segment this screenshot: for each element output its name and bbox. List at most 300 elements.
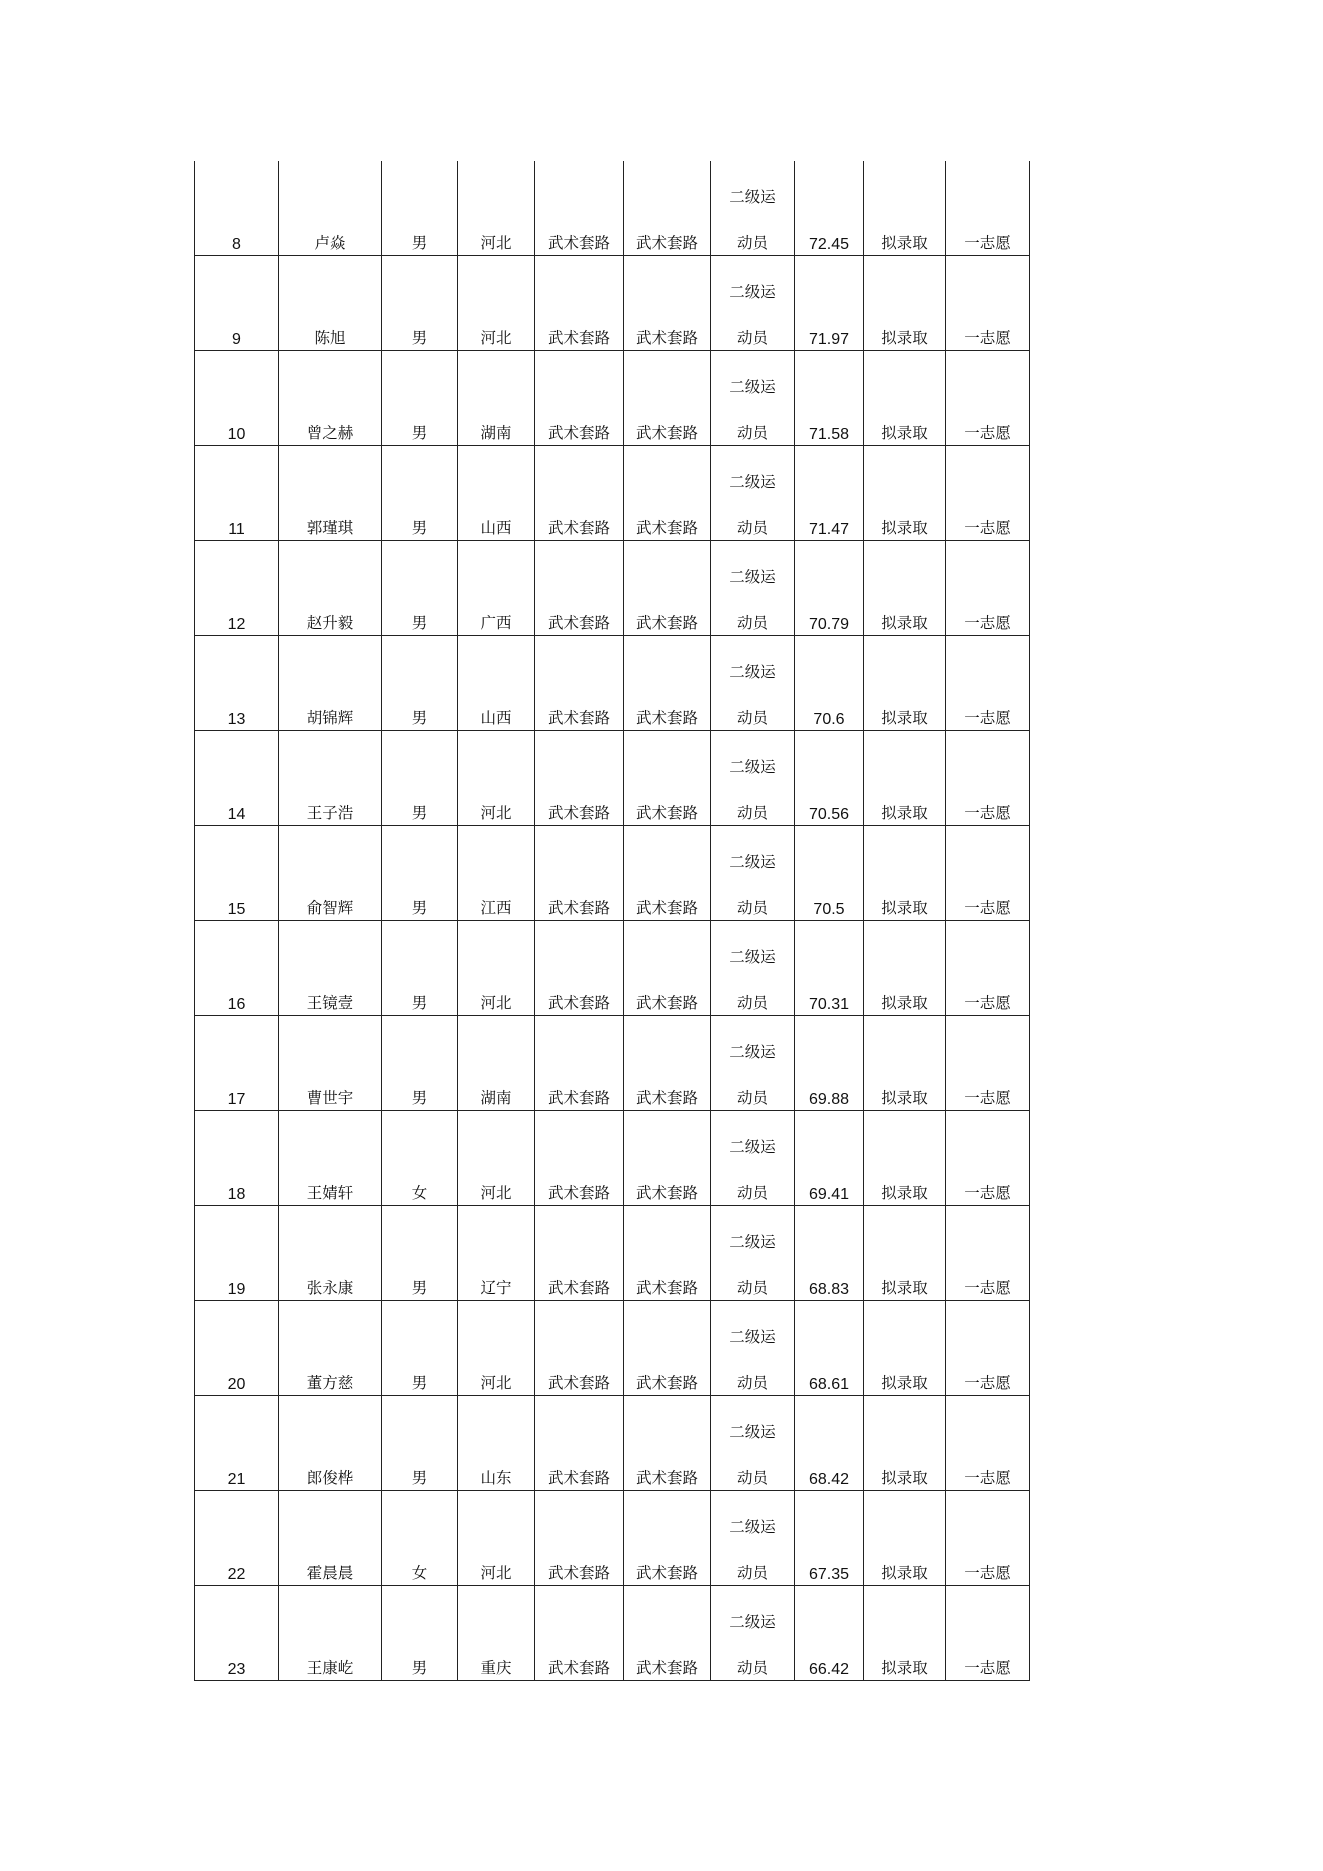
province-cell [458,1586,535,1681]
province-cell [458,351,535,446]
name-cell [279,351,382,446]
admission-status: 拟录取 [881,1659,928,1677]
status-cell [864,256,946,351]
sport-item: 武术套路 [635,1469,698,1487]
preference: 一志愿 [964,614,1011,632]
preference: 一志愿 [964,1279,1011,1297]
sport-event: 武术套路 [547,519,610,537]
candidate-name: 董方慈 [306,1374,354,1392]
athlete-level-line2: 动员 [736,804,768,822]
score: 68.42 [808,1471,850,1488]
row-number: 9 [232,331,241,348]
province: 广西 [480,614,512,632]
item-cell [624,161,711,256]
gender: 女 [411,1184,428,1202]
candidate-name: 霍晨晨 [306,1564,354,1582]
province-cell [458,541,535,636]
province: 湖南 [480,424,512,442]
event-cell [535,1016,624,1111]
athlete-level-cell [711,1586,795,1681]
admission-status: 拟录取 [881,424,928,442]
score: 71.47 [808,521,850,538]
status-cell [864,636,946,731]
event-cell [535,826,624,921]
sport-item: 武术套路 [635,614,698,632]
row-number: 23 [227,1661,246,1678]
row-number: 11 [228,521,245,538]
province-cell [458,636,535,731]
row-number-cell [195,256,279,351]
status-cell [864,731,946,826]
province: 重庆 [480,1659,512,1677]
score-cell [795,256,864,351]
item-cell [624,1111,711,1206]
province-cell [458,826,535,921]
gender: 男 [411,424,428,442]
row-number-cell [195,921,279,1016]
score-cell [795,921,864,1016]
athlete-level-line1: 二级运 [729,1043,776,1061]
sport-item: 武术套路 [635,899,698,917]
event-cell [535,921,624,1016]
province-cell [458,1206,535,1301]
preference-cell [946,1016,1030,1111]
candidate-name: 郎俊桦 [306,1469,354,1487]
athlete-level-cell [711,256,795,351]
gender: 男 [411,899,428,917]
athlete-level-line1: 二级运 [729,188,776,206]
table-row [195,351,1030,446]
athlete-level-line1: 二级运 [729,1423,776,1441]
sport-item: 武术套路 [635,519,698,537]
province: 河北 [480,1374,512,1392]
event-cell [535,1586,624,1681]
row-number: 20 [227,1376,246,1393]
score: 71.58 [808,426,850,443]
preference: 一志愿 [964,1089,1011,1107]
status-cell [864,1206,946,1301]
status-cell [864,161,946,256]
province: 河北 [480,1184,512,1202]
row-number: 21 [227,1471,246,1488]
gender: 男 [411,1374,428,1392]
preference: 一志愿 [964,1184,1011,1202]
admission-status: 拟录取 [881,899,928,917]
name-cell [279,256,382,351]
athlete-level-line2: 动员 [736,1374,768,1392]
name-cell [279,1491,382,1586]
score-cell [795,446,864,541]
table-row [195,1301,1030,1396]
sport-item: 武术套路 [635,1279,698,1297]
row-number-cell [195,826,279,921]
item-cell [624,541,711,636]
table-row [195,446,1030,541]
province-cell [458,921,535,1016]
preference: 一志愿 [964,234,1011,252]
row-number: 15 [227,901,246,918]
status-cell [864,1396,946,1491]
name-cell [279,1111,382,1206]
preference-cell [946,1206,1030,1301]
admission-status: 拟录取 [881,804,928,822]
preference: 一志愿 [964,424,1011,442]
row-number-cell [195,1491,279,1586]
athlete-level-line1: 二级运 [729,473,776,491]
score: 70.79 [808,616,850,633]
sport-item: 武术套路 [635,1659,698,1677]
athlete-level-line2: 动员 [736,1089,768,1107]
table-row [195,1206,1030,1301]
athlete-level-cell [711,1491,795,1586]
sport-item: 武术套路 [635,804,698,822]
preference: 一志愿 [964,519,1011,537]
preference: 一志愿 [964,994,1011,1012]
athlete-level-cell [711,921,795,1016]
gender: 女 [411,1564,428,1582]
preference: 一志愿 [964,804,1011,822]
province-cell [458,1301,535,1396]
preference-cell [946,921,1030,1016]
sport-event: 武术套路 [547,1089,610,1107]
item-cell [624,1586,711,1681]
admission-status: 拟录取 [881,994,928,1012]
name-cell [279,731,382,826]
gender: 男 [411,614,428,632]
admission-status: 拟录取 [881,1089,928,1107]
athlete-level-line1: 二级运 [729,378,776,396]
admission-status: 拟录取 [881,1374,928,1392]
athlete-level-line2: 动员 [736,614,768,632]
item-cell [624,921,711,1016]
gender: 男 [411,804,428,822]
item-cell [624,826,711,921]
province-cell [458,731,535,826]
status-cell [864,1586,946,1681]
name-cell [279,446,382,541]
event-cell [535,161,624,256]
candidate-name: 郭瑾琪 [306,519,354,537]
athlete-level-line1: 二级运 [729,758,776,776]
gender: 男 [411,1659,428,1677]
score: 72.45 [808,236,850,253]
athlete-level-cell [711,1396,795,1491]
status-cell [864,1016,946,1111]
candidate-name: 王子浩 [306,804,354,822]
event-cell [535,256,624,351]
preference-cell [946,446,1030,541]
athlete-level-line2: 动员 [736,1659,768,1677]
table-row [195,1016,1030,1111]
gender-cell [382,161,458,256]
name-cell [279,1016,382,1111]
gender: 男 [411,1469,428,1487]
gender-cell [382,1491,458,1586]
candidate-name: 俞智辉 [306,899,354,917]
sport-item: 武术套路 [635,1374,698,1392]
athlete-level-line2: 动员 [736,329,768,347]
preference: 一志愿 [964,899,1011,917]
score: 70.6 [813,711,845,728]
athlete-level-cell [711,826,795,921]
row-number-cell [195,1586,279,1681]
athlete-level-cell [711,351,795,446]
event-cell [535,1111,624,1206]
table-row [195,636,1030,731]
row-number: 8 [232,236,241,253]
name-cell [279,826,382,921]
admission-status: 拟录取 [881,1279,928,1297]
candidate-name: 张永康 [306,1279,354,1297]
gender: 男 [411,519,428,537]
score: 70.31 [808,996,850,1013]
preference: 一志愿 [964,1469,1011,1487]
preference: 一志愿 [964,1659,1011,1677]
gender-cell [382,1016,458,1111]
event-cell [535,1491,624,1586]
status-cell [864,541,946,636]
row-number-cell [195,1016,279,1111]
candidate-name: 曹世宇 [306,1089,354,1107]
event-cell [535,731,624,826]
preference: 一志愿 [964,709,1011,727]
athlete-level-cell [711,1111,795,1206]
score: 70.5 [813,901,845,918]
gender-cell [382,921,458,1016]
preference: 一志愿 [964,329,1011,347]
sport-event: 武术套路 [547,424,610,442]
score: 69.88 [808,1091,850,1108]
admission-status: 拟录取 [881,614,928,632]
athlete-level-line2: 动员 [736,709,768,727]
table-row [195,1491,1030,1586]
score: 68.83 [808,1281,850,1298]
score-cell [795,1206,864,1301]
province: 河北 [480,804,512,822]
athlete-level-line2: 动员 [736,424,768,442]
table-row [195,1396,1030,1491]
gender-cell [382,1206,458,1301]
gender-cell [382,1396,458,1491]
status-cell [864,1491,946,1586]
athlete-level-line1: 二级运 [729,948,776,966]
name-cell [279,1396,382,1491]
sport-event: 武术套路 [547,1374,610,1392]
sport-item: 武术套路 [635,1089,698,1107]
table-row [195,256,1030,351]
row-number: 14 [227,806,246,823]
event-cell [535,541,624,636]
sport-event: 武术套路 [547,804,610,822]
status-cell [864,826,946,921]
athlete-level-line1: 二级运 [729,283,776,301]
item-cell [624,1016,711,1111]
province-cell [458,1396,535,1491]
sport-item: 武术套路 [635,329,698,347]
score: 71.97 [808,331,850,348]
preference-cell [946,731,1030,826]
score-cell [795,161,864,256]
sport-event: 武术套路 [547,709,610,727]
gender-cell [382,636,458,731]
gender-cell [382,351,458,446]
row-number-cell [195,446,279,541]
province: 辽宁 [480,1279,512,1297]
sport-item: 武术套路 [635,1184,698,1202]
athlete-level-line2: 动员 [736,234,768,252]
athlete-level-line2: 动员 [736,994,768,1012]
gender: 男 [411,994,428,1012]
row-number: 19 [227,1281,246,1298]
status-cell [864,1301,946,1396]
table-row [195,541,1030,636]
gender-cell [382,731,458,826]
item-cell [624,446,711,541]
athlete-level-line1: 二级运 [729,1518,776,1536]
athlete-level-line2: 动员 [736,899,768,917]
status-cell [864,1111,946,1206]
province: 山西 [480,519,512,537]
athlete-level-cell [711,1301,795,1396]
admission-status: 拟录取 [881,709,928,727]
row-number: 16 [227,996,246,1013]
gender: 男 [411,709,428,727]
province: 河北 [480,1564,512,1582]
score-cell [795,1016,864,1111]
athlete-level-cell [711,636,795,731]
row-number: 10 [227,426,246,443]
gender-cell [382,1301,458,1396]
score: 68.61 [808,1376,850,1393]
sport-event: 武术套路 [547,1469,610,1487]
preference-cell [946,1396,1030,1491]
row-number-cell [195,541,279,636]
candidate-name: 卢焱 [314,234,346,252]
row-number: 22 [227,1566,246,1583]
status-cell [864,351,946,446]
score-cell [795,826,864,921]
item-cell [624,1206,711,1301]
item-cell [624,1491,711,1586]
candidate-name: 赵升毅 [306,614,354,632]
gender-cell [382,826,458,921]
table-row [195,826,1030,921]
event-cell [535,1396,624,1491]
gender-cell [382,256,458,351]
province: 山西 [480,709,512,727]
sport-event: 武术套路 [547,899,610,917]
admission-status: 拟录取 [881,1469,928,1487]
admission-status: 拟录取 [881,1564,928,1582]
row-number: 18 [227,1186,246,1203]
score-cell [795,1301,864,1396]
admission-table-page [194,161,1029,1681]
athlete-level-line2: 动员 [736,519,768,537]
athlete-level-line2: 动员 [736,1279,768,1297]
candidate-name: 曾之赫 [306,424,354,442]
preference-cell [946,1586,1030,1681]
athlete-level-line1: 二级运 [729,853,776,871]
score: 70.56 [808,806,850,823]
table-body [195,161,1030,1681]
province: 河北 [480,234,512,252]
province: 河北 [480,994,512,1012]
athlete-level-line2: 动员 [736,1184,768,1202]
gender: 男 [411,329,428,347]
sport-event: 武术套路 [547,994,610,1012]
row-number-cell [195,1301,279,1396]
score: 67.35 [808,1566,850,1583]
row-number-cell [195,351,279,446]
event-cell [535,351,624,446]
preference: 一志愿 [964,1564,1011,1582]
name-cell [279,1586,382,1681]
item-cell [624,1396,711,1491]
preference-cell [946,351,1030,446]
score-cell [795,1586,864,1681]
row-number-cell [195,1111,279,1206]
athlete-level-cell [711,161,795,256]
admission-table [194,161,1030,1681]
sport-event: 武术套路 [547,1564,610,1582]
name-cell [279,1206,382,1301]
athlete-level-cell [711,446,795,541]
sport-item: 武术套路 [635,234,698,252]
row-number-cell [195,1206,279,1301]
event-cell [535,446,624,541]
gender-cell [382,446,458,541]
gender: 男 [411,234,428,252]
status-cell [864,921,946,1016]
candidate-name: 陈旭 [314,329,346,347]
province-cell [458,446,535,541]
candidate-name: 王镜壹 [306,994,354,1012]
admission-status: 拟录取 [881,1184,928,1202]
athlete-level-line1: 二级运 [729,663,776,681]
preference-cell [946,541,1030,636]
athlete-level-cell [711,1016,795,1111]
province-cell [458,1111,535,1206]
status-cell [864,446,946,541]
row-number-cell [195,161,279,256]
sport-event: 武术套路 [547,614,610,632]
table-row [195,731,1030,826]
item-cell [624,256,711,351]
province-cell [458,1491,535,1586]
admission-status: 拟录取 [881,519,928,537]
row-number-cell [195,1396,279,1491]
province: 湖南 [480,1089,512,1107]
row-number-cell [195,731,279,826]
athlete-level-line1: 二级运 [729,1328,776,1346]
sport-item: 武术套路 [635,1564,698,1582]
name-cell [279,161,382,256]
item-cell [624,1301,711,1396]
table-row [195,1586,1030,1681]
table-row [195,161,1030,256]
score-cell [795,1491,864,1586]
name-cell [279,1301,382,1396]
athlete-level-cell [711,1206,795,1301]
candidate-name: 王康屹 [306,1659,354,1677]
province-cell [458,161,535,256]
item-cell [624,351,711,446]
athlete-level-line1: 二级运 [729,1138,776,1156]
sport-event: 武术套路 [547,1279,610,1297]
score-cell [795,731,864,826]
athlete-level-line2: 动员 [736,1469,768,1487]
athlete-level-line1: 二级运 [729,568,776,586]
